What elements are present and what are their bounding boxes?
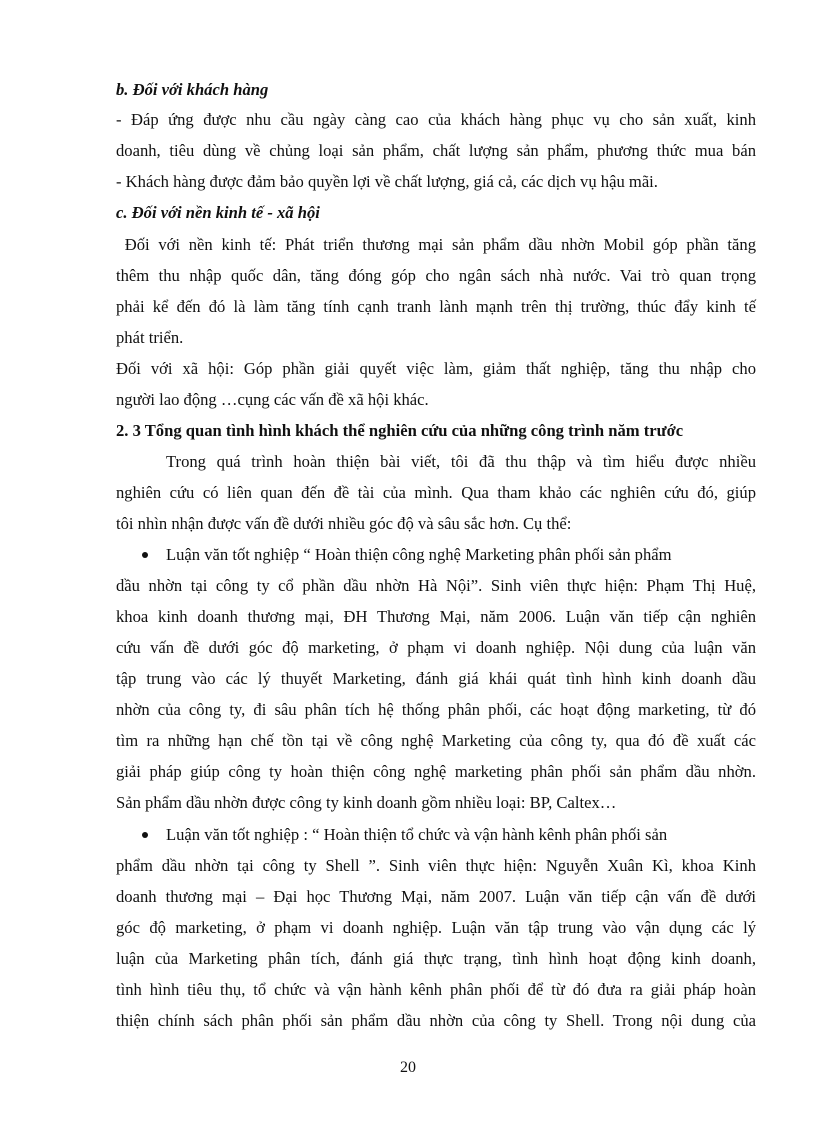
paragraph-line: thêm thu nhập quốc dân, tăng đóng góp cho ngân sách nhà nước. Vai trò quan trọng [116,266,756,285]
bullet-item-line: tập trung vào các lý thuyết Marketing, đánh giá khái quát tình hình kinh doanh dầu [116,669,756,688]
bullet-item-line: tình hình tiêu thụ, tổ chức và vận hành kênh phân phối để từ đó đưa ra giải pháp hoàn [116,980,756,999]
paragraph-line: Đối với nền kinh tế: Phát triển thương mại sản phẩm dầu nhờn Mobil góp phần tăng [116,235,756,254]
heading-economy-society: c. Đối với nền kinh tế - xã hội [116,203,320,222]
bullet-item-line: luận của Marketing phân tích, đánh giá thực trạng, tình hình hoạt động kinh doanh, [116,949,756,968]
bullet-item-line: góc độ marketing, ở phạm vi doanh nghiệp. Luận văn tập trung vào vận dụng các lý [116,918,756,937]
heading-customers: b. Đối với khách hàng [116,80,269,99]
paragraph-line: - Khách hàng được đảm bảo quyền lợi về chất lượng, giá cả, các dịch vụ hậu mãi. [116,172,658,191]
bullet-item-line: Luận văn tốt nghiệp “ Hoàn thiện công nghệ Marketing phân phối sản phẩm [166,545,672,564]
paragraph-line: doanh, tiêu dùng về chủng loại sản phẩm, chất lượng sản phẩm, phương thức mua bán [116,141,756,160]
paragraph-line: - Đáp ứng được nhu cầu ngày càng cao của khách hàng phục vụ cho sản xuất, kinh [116,110,756,129]
bullet-item-line: cứu vấn đề dưới góc độ marketing, ở phạm vi doanh nghiệp. Nội dung của luận văn [116,638,756,657]
bullet-item-line: doanh thương mại – Đại học Thương Mại, năm 2007. Luận văn tiếp cận vấn đề dưới [116,887,756,906]
bullet-item-line: giải pháp giúp công ty hoàn thiện công nghệ marketing phân phối sản phẩm dầu nhờn. [116,762,756,781]
paragraph-line: Đối với xã hội: Góp phần giải quyết việc làm, giảm thất nghiệp, tăng thu nhập cho [116,359,756,378]
bullet-item-line: nhờn của công ty, đi sâu phân tích hệ thống phân phối, các hoạt động marketing, từ đó [116,700,756,719]
bullet-item-line: thiện chính sách phân phối sản phẩm dầu nhờn của công ty Shell. Trong nội dung của [116,1011,756,1030]
bullet-item-line: khoa kinh doanh thương mại, ĐH Thương Mại, năm 2006. Luận văn tiếp cận nghiên [116,607,756,626]
paragraph-line: nghiên cứu có liên quan đến đề tài của mình. Qua tham khảo các nghiên cứu đó, giúp [116,483,756,502]
bullet-icon [142,832,148,838]
paragraph-line: tôi nhìn nhận được vấn đề dưới nhiều góc độ và sâu sắc hơn. Cụ thể: [116,514,572,533]
bullet-item-line: tìm ra những hạn chế tồn tại về công nghệ Marketing của công ty, qua đó đề xuất các [116,731,756,750]
section-heading-2-3: 2. 3 Tổng quan tình hình khách thể nghiên cứu của những công trình năm trước [116,421,684,440]
paragraph-line: người lao động …cụng các vấn đề xã hội khác. [116,390,429,409]
bullet-item-line: dầu nhờn tại công ty cổ phần dầu nhờn Hà Nội”. Sinh viên thực hiện: Phạm Thị Huệ, [116,576,756,595]
paragraph-line: phải kể đến đó là làm tăng tính cạnh tranh lành mạnh trên thị trường, thúc đẩy kinh tế [116,297,756,316]
bullet-icon [142,552,148,558]
page-number: 20 [400,1059,416,1076]
paragraph-line: Trong quá trình hoàn thiện bài viết, tôi đã thu thập và tìm hiểu được nhiều [166,452,756,471]
paragraph-line: phát triển. [116,328,184,347]
bullet-item-line: Luận văn tốt nghiệp : “ Hoàn thiện tổ chức và vận hành kênh phân phối sản [166,825,668,844]
bullet-item-line: Sản phẩm dầu nhờn được công ty kinh doanh gồm nhiều loại: BP, Caltex… [116,793,617,812]
bullet-item-line: phẩm dầu nhờn tại công ty Shell ”. Sinh viên thực hiện: Nguyễn Xuân Kì, khoa Kinh [116,856,756,875]
